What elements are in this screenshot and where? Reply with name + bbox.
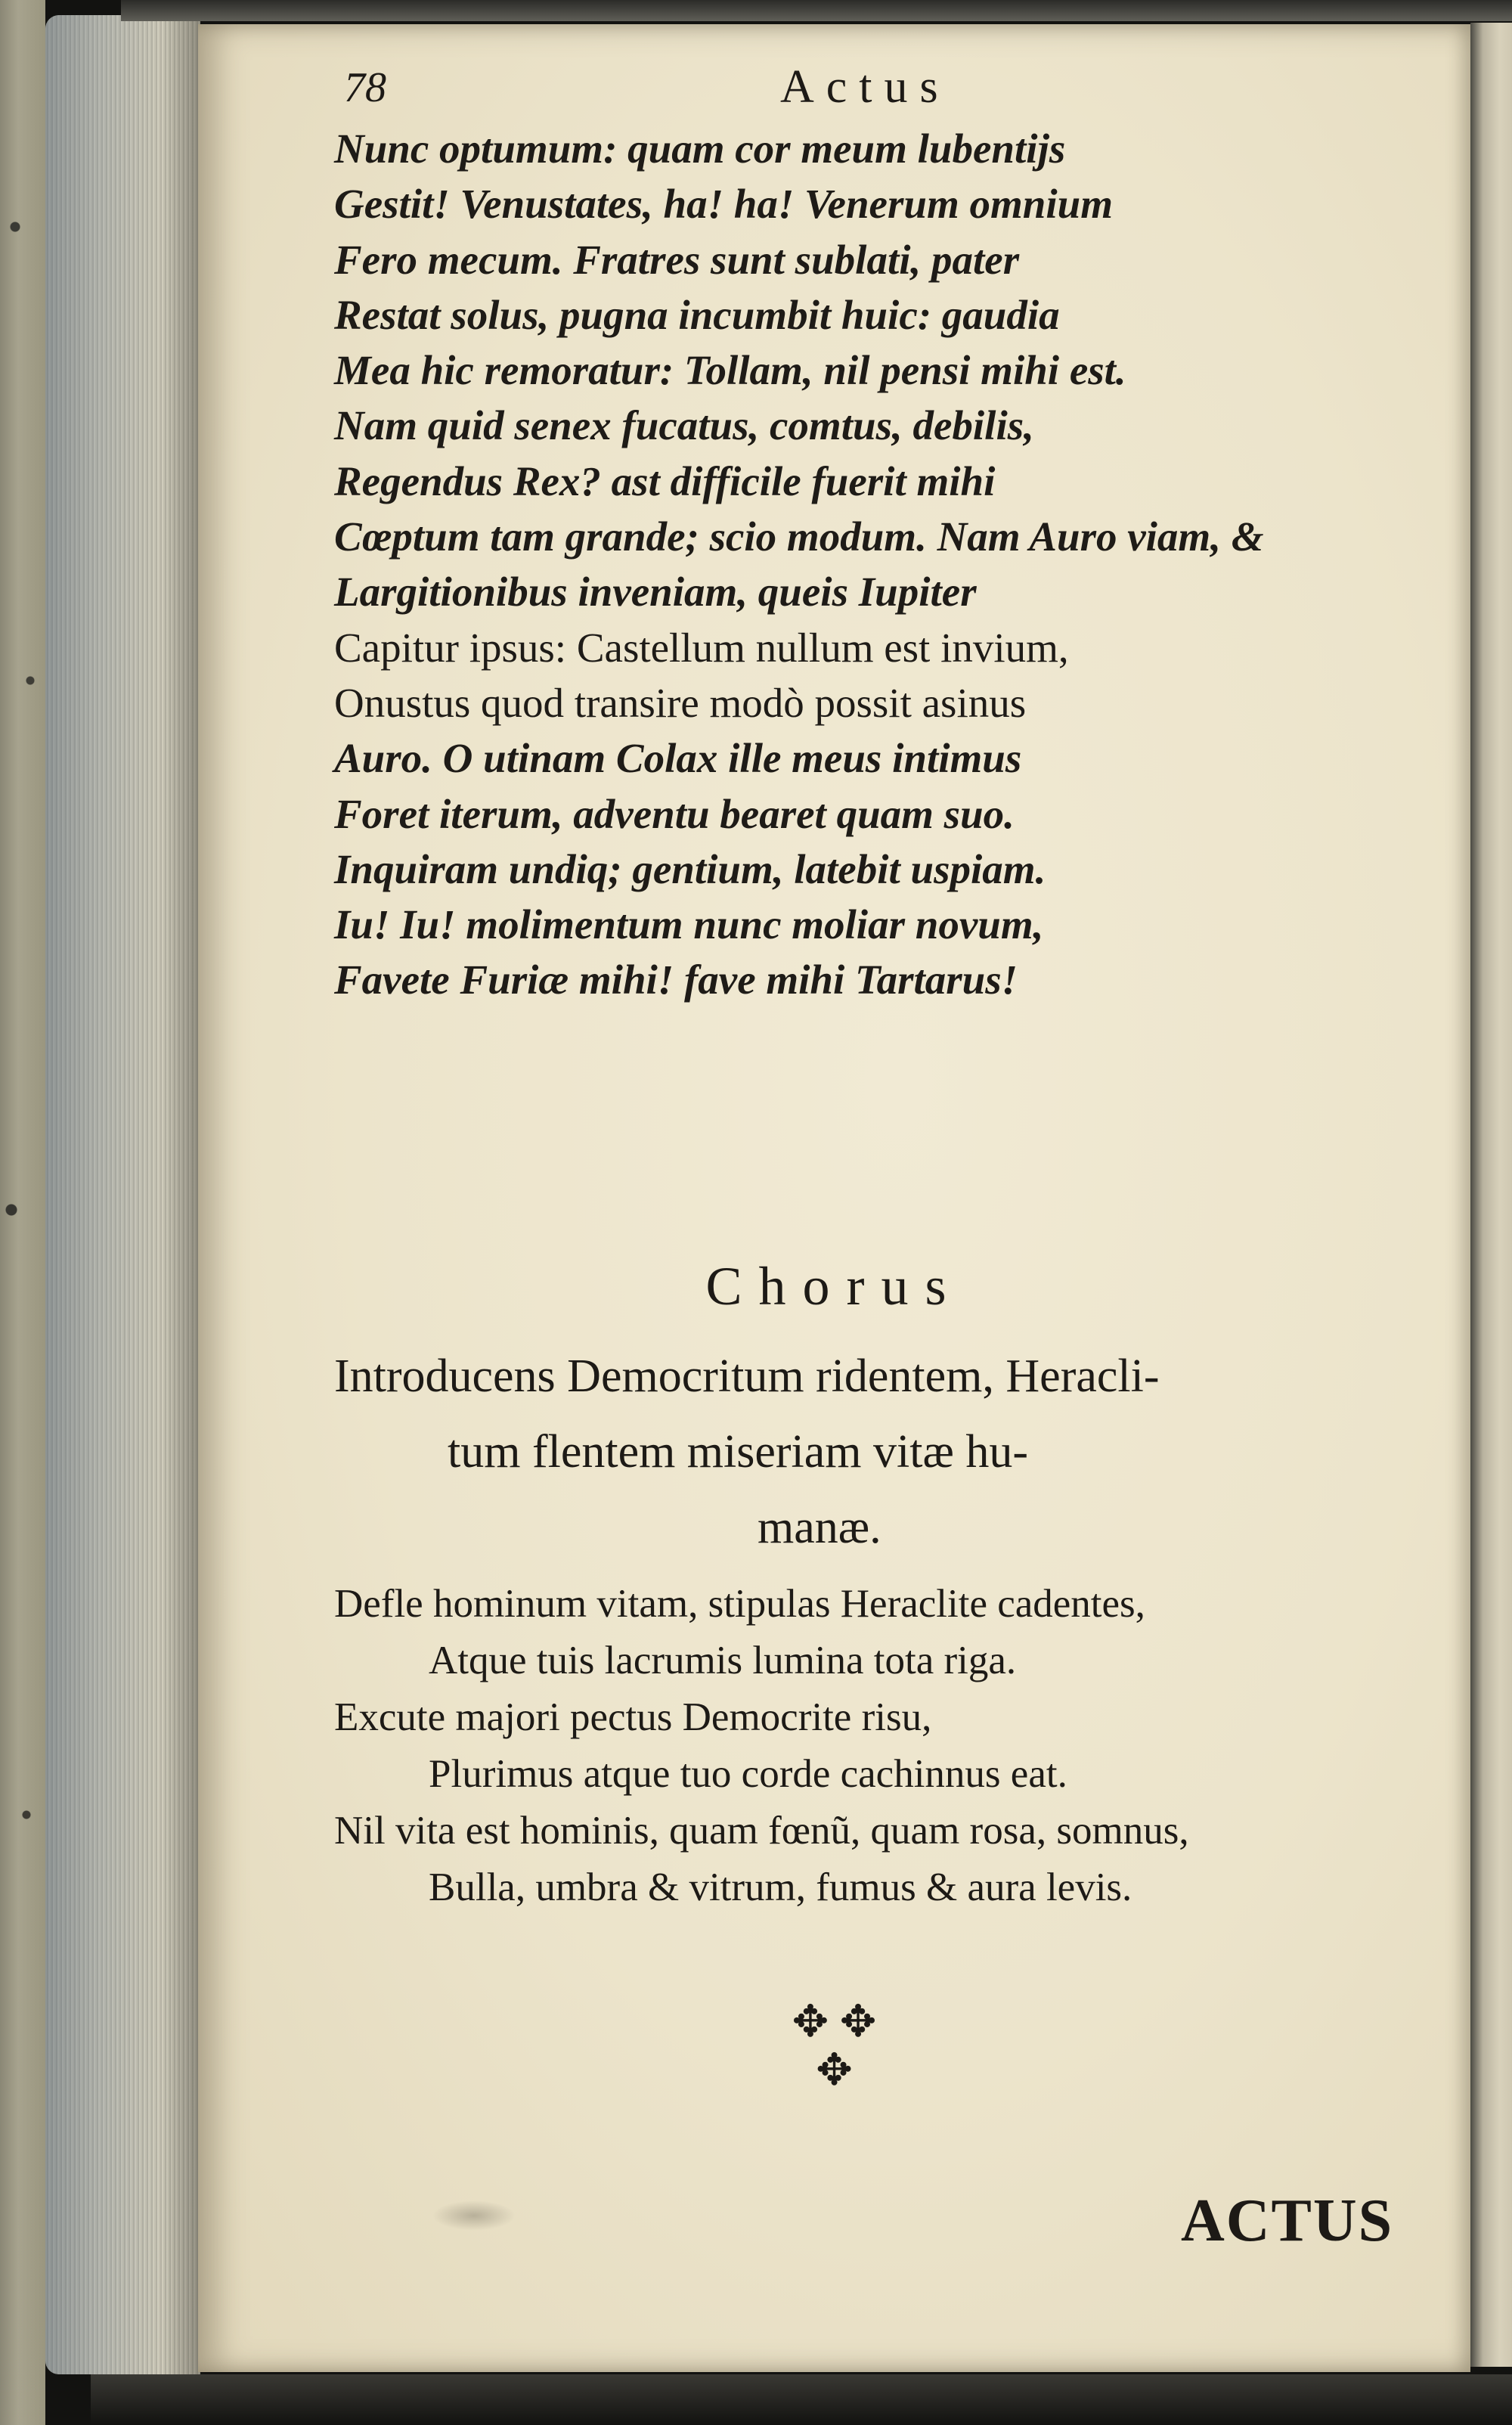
chorus-poem	[334, 1576, 1468, 1916]
top-board-edge	[121, 0, 1512, 21]
verse-line: Cœptum tam grande; scio modum. Nam Auro viam, &	[334, 513, 1264, 560]
poem-line: Excute majori pectus Democrite risu,	[334, 1695, 932, 1739]
chorus-heading: Chorus	[705, 1256, 963, 1316]
poem-line: Bulla, umbra & vitrum, fumus & aura levis.	[429, 1865, 1132, 1909]
verse-line: Auro. O utinam Colax ille meus intimus	[334, 735, 1022, 782]
poem-line: Nil vita est hominis, quam fœnũ, quam rosa, somnus,	[334, 1809, 1189, 1853]
poem-line: Plurimus atque tuo corde cachinnus eat.	[429, 1752, 1067, 1796]
verse-line: Gestit! Venustates, ha! ha! Venerum omnium	[334, 181, 1114, 228]
verse-line: Inquiram undiq; gentium, latebit uspiam.	[334, 845, 1046, 892]
verse-line: Nam quid senex fucatus, comtus, debilis,	[334, 402, 1034, 449]
poem-line: Defle hominum vitam, stipulas Heraclite cadentes,	[334, 1582, 1145, 1626]
chorus-intro-line: manæ.	[758, 1502, 881, 1553]
verse-line-roman: Capitur ipsus: Castellum nullum est invium,	[334, 624, 1069, 671]
ink-smudge	[432, 2200, 516, 2231]
verse-line: Fero mecum. Fratres sunt sublati, pater	[334, 236, 1020, 283]
next-leaf-edge	[1470, 23, 1512, 2367]
book-cover-edge	[0, 0, 45, 2425]
catchword: ACTUS	[1181, 2188, 1394, 2254]
printed-page	[198, 24, 1470, 2372]
verse-line: Restat solus, pugna incumbit huic: gaudia	[334, 291, 1060, 338]
page-number: 78	[344, 64, 386, 111]
chorus-intro-line: tum flentem miseriam vitæ hu-	[448, 1426, 1028, 1478]
bottom-board-edge	[91, 2374, 1512, 2425]
page-stack-shadow	[45, 15, 200, 2374]
chorus-intro	[334, 1338, 1453, 1565]
verse-block	[334, 121, 1468, 1008]
verse-line: Regendus Rex? ast difficile fuerit mihi	[334, 457, 996, 504]
poem-line: Atque tuis lacrumis lumina tota riga.	[429, 1639, 1017, 1682]
running-head: Actus	[780, 61, 950, 113]
verse-line: Mea hic remoratur: Tollam, nil pensi mihi est.	[334, 347, 1126, 394]
chorus-intro-line: Introducens Democritum ridentem, Heracli-	[334, 1350, 1160, 1402]
verse-line: Favete Furiæ mihi! fave mihi Tartarus!	[334, 957, 1018, 1003]
printers-ornament	[198, 1998, 1470, 2095]
verse-line: Iu! Iu! molimentum nunc moliar novum,	[334, 901, 1044, 948]
verse-line: Nunc optumum: quam cor meum lubentijs	[334, 126, 1066, 172]
verse-line: Largitionibus inveniam, queis Iupiter	[334, 569, 977, 616]
verse-line-roman: Onustus quod transire modò possit asinus	[334, 679, 1027, 726]
ornament-top: ✥ ✥	[792, 1997, 877, 2046]
ornament-bottom: ✥	[816, 2045, 853, 2095]
verse-line: Foret iterum, adventu bearet quam suo.	[334, 790, 1015, 837]
